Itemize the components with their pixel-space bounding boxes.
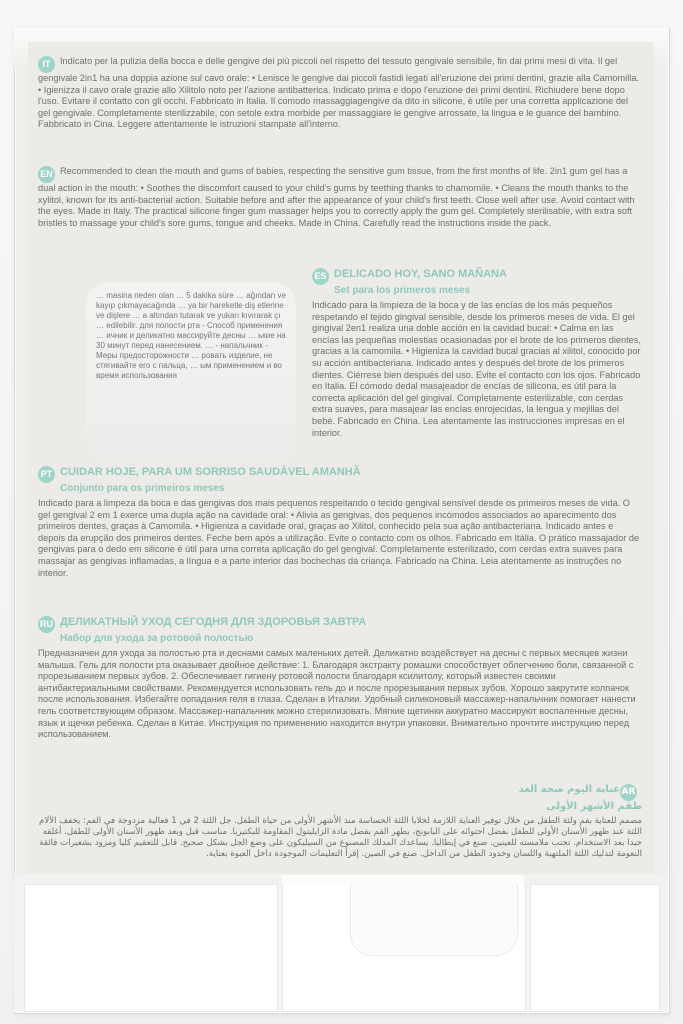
ru-subtitle: Набор для ухода за ротовой полостью xyxy=(60,633,254,644)
it-text: Indicato per la pulizia della bocca e delle gengive dei più piccoli nel rispetto del tessuto gengivale sensibile, fin dai primi mesi di vita. Il gel gengivale 2in1 ha una doppia azione sul cavo orale: • Lenisce le gengive dai piccoli fastidi legati all'eruzione dei primi dentini, grazie alla Camomilla. • Igienizza il cavo orale grazie allo Xilitolo noto per l'azione antibatterica. Indicato prima e dopo l'eruzione dei primi dentini. Richiudere bene dopo l'uso. Evitare il contatto con gli occhi. Fabbricato in Italia. Il comodo massaggiagengive da dito in silicone, è utile per una corretta applicazione del gel gengivale. Completamente sterilizzabile, con setole extra morbide per massaggiare le gengive arrossate, la lingua e le guance del bambino. Fabbricato in Cina. Leggere attentamente le istruzioni stampate all'interno. xyxy=(38,56,639,130)
ru-title: ДЕЛИКАТНЫЙ УХОД СЕГОДНЯ ДЛЯ ЗДОРОВЬЯ ЗАВТРА xyxy=(60,616,367,628)
section-es xyxy=(312,268,642,439)
section-en xyxy=(38,166,642,229)
pt-text: Indicado para a limpeza da boca e das gengivas dos mais pequenos respeitando o tecido gengival sensível desde os primeiros meses de vida. O gel gengival 2 em 1 exerce uma dupla ação na cavidade oral: • Alivia as gengivas, dos pequenos incómodos associados ao aparecimento dos primeiros dentes, graças à Camomila. • Higieniza a cavidade oral, graças ao Xilitol, conhecido pela sua ação antibacteriana. Indicado antes e depois da erupção dos primeiros dentes. Feche bem após a utilização. Evite o contacto com os olhos. Fabricado em Itália. O prático massajador de gengivas para o dedo em silicone é útil para uma correta aplicação do gel gengival. Completamente esterilizado, com cerdas extra suaves para massajar as gengivas inflamadas, a língua e a parte interior das bochechas da criança. Fabricado na China. Leia atentamente as instruções no interior. xyxy=(38,498,640,578)
right-compartment xyxy=(530,884,660,1012)
tr-window-text: … masina neden olan … 5 dakika süre … ağından ve kayıp çıkmayacağında … ya bir hareketle diş etlerine ve dişlere … a altından tutarak ve yukarı kıvırarak çı … edilebilir. для полости рта - Способ применения … ичник и деликатно массируйте десны … ькие на 30 минут перед нанесением. … - напальчник - Меры предосторожности … ровать изделие, не стягивайте его с пальца, … ым применением и во время использования xyxy=(96,291,286,380)
es-subtitle: Set para los primeros meses xyxy=(334,285,471,296)
section-ar xyxy=(38,784,642,860)
section-pt xyxy=(38,466,642,579)
lang-badge-en: EN xyxy=(38,166,55,183)
es-title: DELICADO HOY, SANO MAÑANA xyxy=(334,268,507,280)
section-it xyxy=(38,56,642,131)
lang-badge-ar: AR xyxy=(620,784,637,801)
ar-text: مصمم للعناية بفم ولثة الطفل من خلال توفير العناية اللازمة لخلايا اللثة الحساسة منذ الأشهر الأولى من حياة الطفل. جل اللثة 2 في 1 فعالية مزدوجة في الفم: يخفف الآلام اللثة عند ظهور الأسنان الأولى للطفل بفضل احتوائه على البابونج، يطهر الفم بفضل مادة الزايليتول المقاومة للبكتيريا. مناسب قبل وبعد ظهور الأسنان الأولى للطفل. أغلقه جيدا بعد الاستخدام. تجنب ملامسته للعينين. صنع في إيطاليا. يساعدك المدلك المصنوع من السيليكون على وضع الجل بشكل صحيح. قابل للتعقيم كليا ومزود بشعيرات فائقة النعومة لتدليك اللثة الملتهبة واللسان وخدود الطفل من الداخل. صنع في الصين. إقرأ التعليمات الموجودة داخل العبوة بعناية. xyxy=(39,816,642,859)
ar-title: عناية اليوم صحة الغد xyxy=(518,784,620,795)
section-ru xyxy=(38,616,642,741)
left-compartment xyxy=(24,884,278,1012)
pt-title: CUIDAR HOJE, PARA UM SORRISO SAUDÁVEL AMANHÃ xyxy=(60,466,361,478)
compartment-rim xyxy=(282,875,524,885)
tr-window xyxy=(86,283,296,461)
en-text: Recommended to clean the mouth and gums of babies, respecting the sensitive gum tissue, from the first months of life. 2in1 gum gel has a dual action in the mouth: • Soothes the discomfort caused to your child's gums by teething thanks to chamomile. • Cleans the mouth thanks to the xylitol, known for its anti-bacterial action. Suitable before and after the appearance of your child's first teeth. Close well after use. Avoid contact with the eyes. Made in Italy. The practical silicone finger gum massager helps you to correctly apply the gum gel. Completely sterilisable, with extra soft bristles to massage your child's sore gums, tongue and cheeks. Made in China. Carefully read the instructions inside the pack. xyxy=(38,166,635,228)
ru-text: Предназначен для ухода за полостью рта и деснами самых маленьких детей. Деликатно воздействует на десны с первых месяцев жизни малыша. Гель для полости рта оказывает двойное действие: 1. Благодаря экстракту ромашки способствует облегчению боли, связанной с прорезыванием первых зубов. 2. Обеспечивает гигиену ротовой полости благодаря ксилитолу, который известен своими антибактериальными свойствами. Рекомендуется использовать гель до и после прорезывания первых зубов. Хорошо закрутите колпачок после использования. Избегайте попадания геля в глаза. Сделан в Италии. Удобный силиконовый массажер-напальчник помогает нанести гель соответствующим образом. Массажер-напальчник можно стерилизовать. Мягкие щетинки аккуратно массируют воспаленные десны, язык и щечки ребенка. Сделан в Китае. Инструкция по применению находится внутри упаковки. Внимательно прочтите инструкцию перед использованием. xyxy=(38,648,636,740)
lang-badge-it: IT xyxy=(38,56,55,73)
lang-badge-ru: RU xyxy=(38,616,55,633)
es-text: Indicado para la limpieza de la boca y de las encías de los más pequeños respetando el tejido gingival sensible, desde los primeros meses de vida. El gel gingival 2en1 realiza una doble acción en la cavidad bucal: • Calma en las encías las pequeñas molestias ocasionadas por el brote de los primeros dientes, gracias a la camomila. • Higieniza la cavidad bucal gracias al xilitol, conocido por su acción antibacteriana. Indicado antes y después del brote de los primeros dientes. Ciérrese bien después del uso. Evite el contacto con los ojos. Fabricado en Italia. El cómodo dedal masajeador de encías de silicona, es útil para la correcta aplicación del gel gingival. Completamente esterilizable, con cerdas extra suaves, para masajear las encías enrojecidas, la lengua y mejillas del bebé. Fabricado en China. Lea atentamente las instrucciones impresas en el interior. xyxy=(312,300,641,438)
pt-subtitle: Conjunto para os primeiros meses xyxy=(60,483,225,494)
lang-badge-es: ES xyxy=(312,268,329,285)
lang-badge-pt: PT xyxy=(38,466,55,483)
ar-subtitle: طقم الأشهر الأولى xyxy=(546,801,642,812)
gel-tube-cap xyxy=(350,884,518,956)
